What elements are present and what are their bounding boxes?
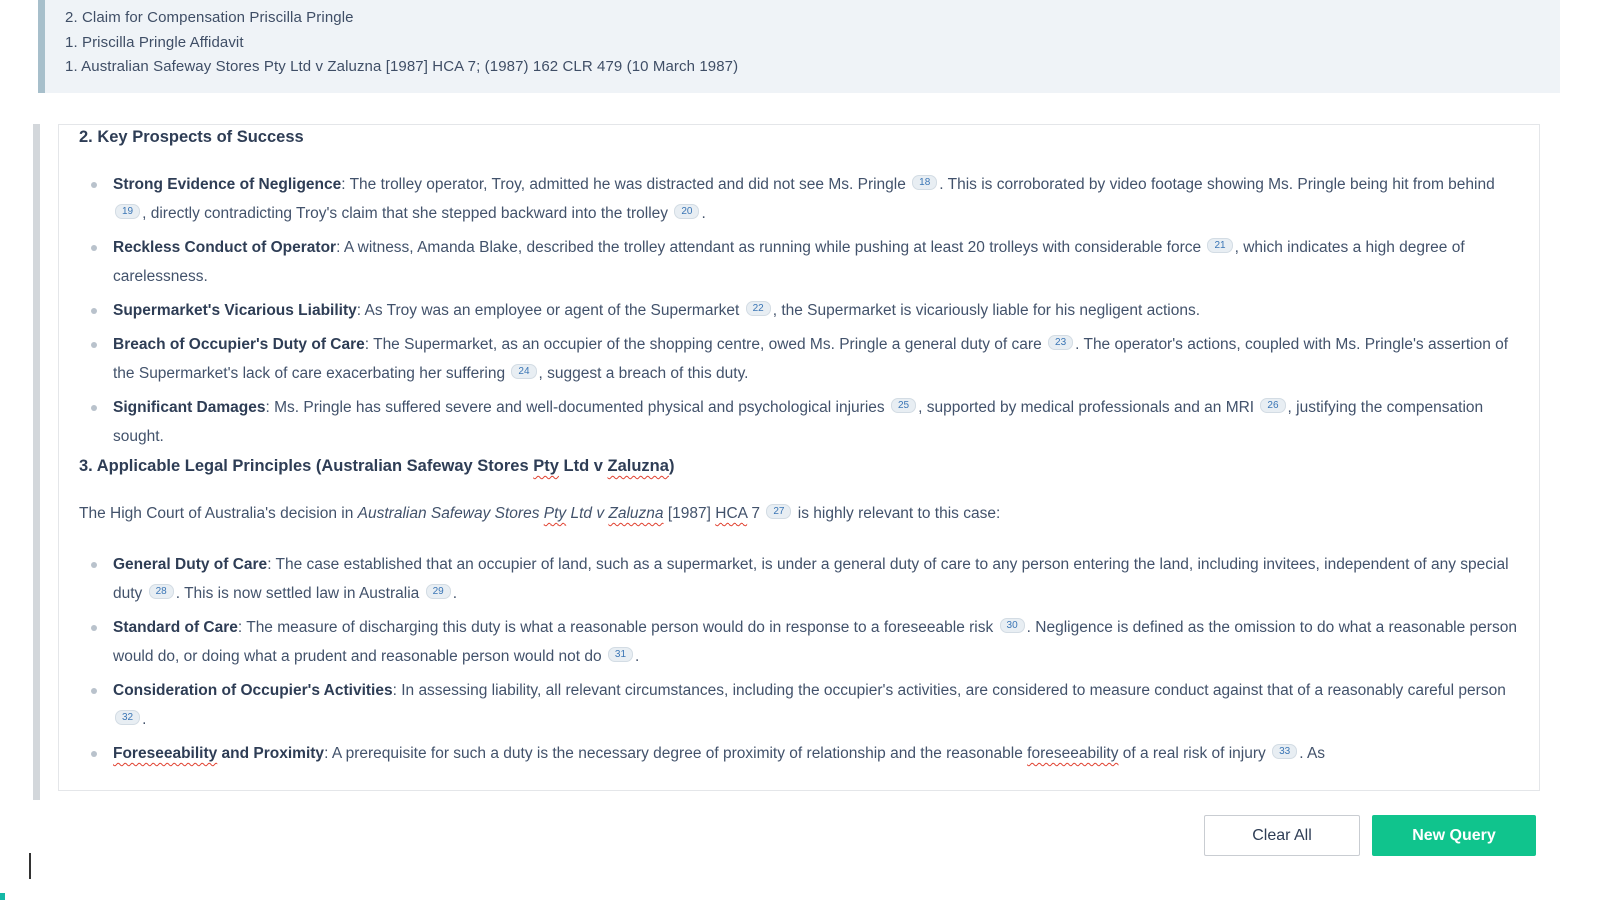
text-segment: .: [142, 711, 147, 728]
text-segment: Strong Evidence of Negligence: [113, 176, 342, 193]
text-segment: ): [668, 457, 675, 475]
query-input[interactable]: [10, 840, 1110, 890]
text-segment: foreseeability: [1027, 745, 1119, 762]
bullet-icon: [91, 688, 97, 694]
citation-badge[interactable]: 26: [1260, 398, 1285, 413]
citation-badge[interactable]: 19: [115, 204, 140, 219]
bullet-icon: [91, 342, 97, 348]
text-segment: Reckless Conduct of Operator: [113, 239, 337, 256]
text-segment: : The trolley operator, Troy, admitted he was distracted and did not see Ms. Pringle: [341, 176, 911, 193]
bullet-icon: [91, 562, 97, 568]
text-segment: : A prerequisite for such a duty is the necessary degree of proximity of relationship and the reasonable: [324, 745, 1028, 762]
text-segment: : A witness, Amanda Blake, described the trolley attendant as running while pushing at least 20 trolleys with considerable force: [336, 239, 1206, 256]
text-segment: The High Court of Australia's decision in: [79, 505, 358, 522]
text-segment: . As: [1299, 745, 1326, 762]
text-segment: General Duty of Care: [113, 556, 268, 573]
text-segment: , directly contradicting Troy's claim that she stepped backward into the trolley: [142, 205, 673, 222]
text-segment: : In assessing liability, all relevant circumstances, including the occupier's activities, are considered to measure conduct against that of a reasonably careful person: [392, 682, 1506, 699]
list-item: [113, 739, 1519, 768]
text-segment: , justifying the compensation sought.: [113, 399, 1484, 445]
text-segment: . Negligence is defined as the omission to do what a reasonable person would do, or doing what a prudent and reasonable person would not do: [113, 619, 1517, 665]
list-item: [113, 393, 1519, 451]
citation-badge[interactable]: 20: [674, 204, 699, 219]
text-segment: Australian Safeway Stores: [357, 505, 544, 522]
section-heading: [79, 455, 1519, 477]
text-segment: . This is corroborated by video footage showing Ms. Pringle being hit from behind: [939, 176, 1495, 193]
text-segment: Pty: [543, 505, 567, 522]
text-segment: of a real risk of injury: [1118, 745, 1271, 762]
citation-badge[interactable]: 27: [766, 504, 791, 519]
text-segment: : As Troy was an employee or agent of the Supermarket: [356, 302, 744, 319]
text-segment: Standard of Care: [113, 619, 238, 636]
citation-badge[interactable]: 29: [426, 584, 451, 599]
list-item: [113, 613, 1519, 671]
bullet-icon: [91, 405, 97, 411]
text-segment: Zaluzna: [608, 505, 664, 522]
bullet-icon: [91, 245, 97, 251]
text-segment: HCA: [715, 505, 748, 522]
text-segment: Foreseeability: [113, 745, 218, 762]
bullet-icon: [91, 308, 97, 314]
list-item: [113, 170, 1519, 228]
text-segment: Consideration of Occupier's Activities: [113, 682, 393, 699]
context-item: 1. Australian Safeway Stores Pty Ltd v Zaluzna [1987] HCA 7; (1987) 162 CLR 479 (10 March 1987): [65, 58, 739, 75]
corner-accent: [0, 893, 5, 900]
citation-badge[interactable]: 25: [891, 398, 916, 413]
context-item: 1. Priscilla Pringle Affidavit: [65, 33, 244, 51]
text-segment: : The Supermarket, as an occupier of the shopping centre, owed Ms. Pringle a general duty of care: [364, 336, 1047, 353]
context-panel: [38, 0, 1560, 93]
citation-badge[interactable]: 30: [1000, 618, 1025, 633]
list-item: [113, 676, 1519, 734]
text-segment: and Proximity: [217, 745, 325, 762]
text-segment: 3. Applicable Legal Principles (Australian Safeway Stores: [79, 457, 534, 475]
citation-badge[interactable]: 24: [511, 364, 536, 379]
text-segment: .: [452, 585, 457, 602]
text-segment: . The operator's actions, coupled with Ms. Pringle's assertion of the Supermarket's lack of care exacerbating her suffering: [113, 336, 1509, 382]
quote-bar: [33, 124, 40, 800]
citation-badge[interactable]: 31: [608, 647, 633, 662]
new-query-button[interactable]: New Query: [1372, 815, 1536, 856]
text-segment: , the Supermarket is vicariously liable for his negligent actions.: [772, 302, 1201, 319]
text-segment: , suggest a breach of this duty.: [538, 365, 749, 382]
text-segment: Significant Damages: [113, 399, 266, 416]
context-item: 2. Claim for Compensation Priscilla Pringle: [65, 9, 354, 26]
text-cursor-icon: [29, 853, 31, 879]
text-segment: is highly relevant to this case:: [793, 505, 1001, 522]
text-segment: . This is now settled law in Australia: [175, 585, 424, 602]
bullet-icon: [91, 625, 97, 631]
bullet-icon: [91, 751, 97, 757]
text-segment: Ltd v: [558, 457, 608, 475]
clear-all-button[interactable]: Clear All: [1204, 815, 1360, 856]
text-segment: , which indicates a high degree of carelessness.: [113, 239, 1465, 285]
paragraph: [79, 499, 1519, 528]
bullet-icon: [91, 182, 97, 188]
text-segment: , supported by medical professionals and an MRI: [918, 399, 1259, 416]
text-segment: 2. Key Prospects of Success: [79, 128, 304, 146]
text-segment: Zaluzna: [607, 457, 669, 475]
citation-badge[interactable]: 33: [1272, 744, 1297, 759]
citation-badge[interactable]: 18: [912, 175, 937, 190]
text-segment: Pty: [533, 457, 559, 475]
answer-panel[interactable]: [58, 124, 1540, 791]
text-segment: .: [635, 648, 640, 665]
citation-badge[interactable]: 23: [1048, 335, 1073, 350]
citation-badge[interactable]: 22: [746, 301, 771, 316]
citation-badge[interactable]: 32: [115, 710, 140, 725]
text-segment: Breach of Occupier's Duty of Care: [113, 336, 365, 353]
bullet-list: [79, 550, 1519, 768]
text-segment: : Ms. Pringle has suffered severe and well-documented physical and psychological injuries: [265, 399, 889, 416]
citation-badge[interactable]: 28: [149, 584, 174, 599]
list-item: [113, 330, 1519, 388]
text-segment: Supermarket's Vicarious Liability: [113, 302, 357, 319]
text-segment: : The measure of discharging this duty is what a reasonable person would do in response to a foreseeable risk: [237, 619, 998, 636]
text-segment: 7: [747, 505, 765, 522]
list-item: [113, 233, 1519, 291]
text-segment: [1987]: [663, 505, 716, 522]
bullet-list: [79, 170, 1519, 451]
text-segment: : The case established that an occupier of land, such as a supermarket, is under a general duty of care to any person entering the land, including invitees, independent of any special duty: [113, 556, 1509, 602]
list-item: [113, 296, 1519, 325]
section-heading: [79, 126, 1519, 148]
text-segment: Ltd v: [566, 505, 609, 522]
text-segment: .: [701, 205, 706, 222]
list-item: [113, 550, 1519, 608]
citation-badge[interactable]: 21: [1207, 238, 1232, 253]
